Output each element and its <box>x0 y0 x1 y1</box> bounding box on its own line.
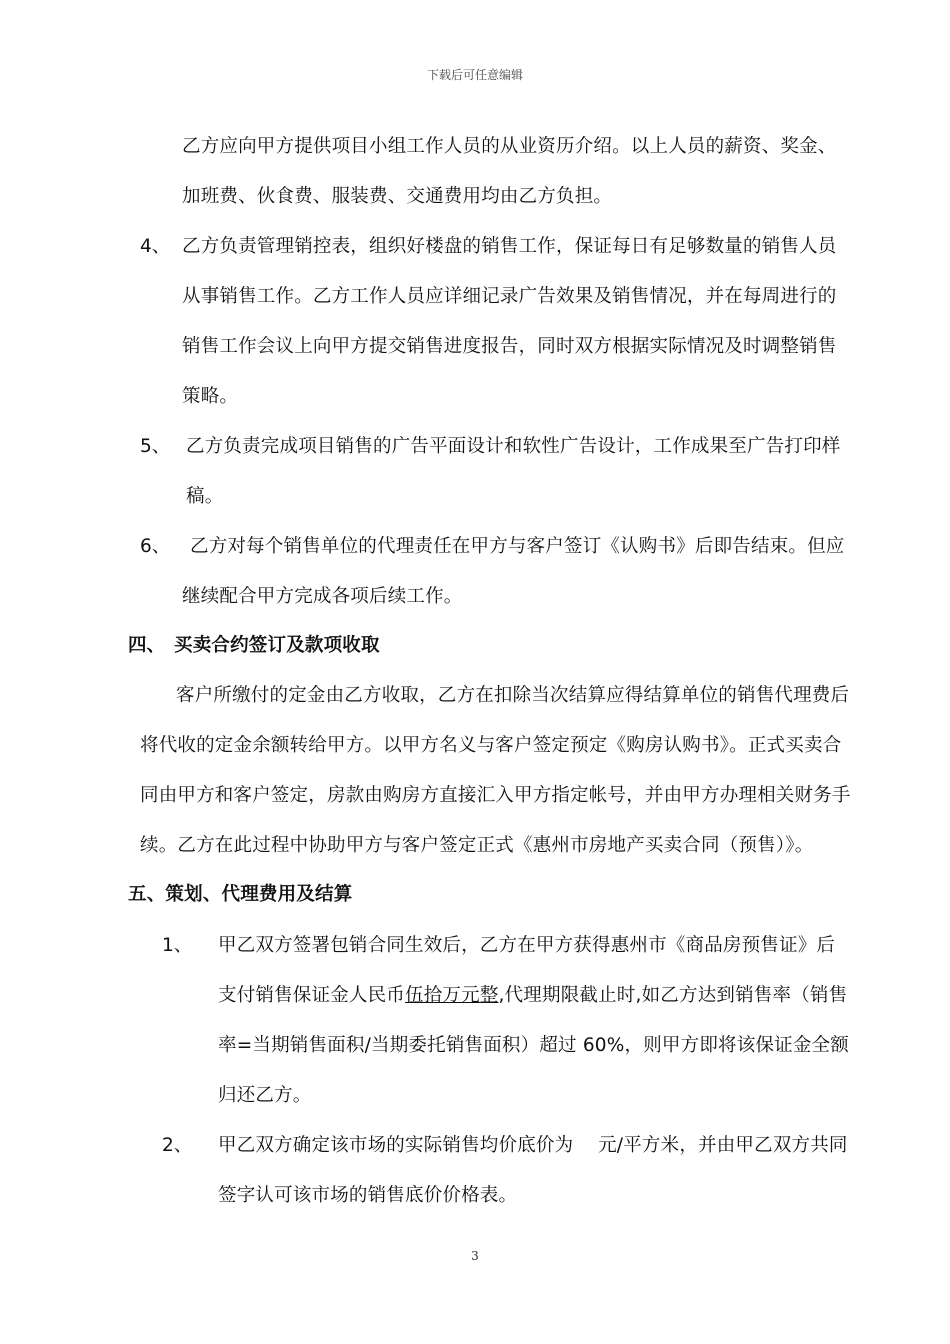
list-item-line: 乙方对每个销售单位的代理责任在甲方与客户签订《认购书》后即告结束。但应 <box>190 536 845 557</box>
underlined-amount: 伍拾万元整 <box>405 985 499 1006</box>
list-item-line: 从事销售工作。乙方工作人员应详细记录广告效果及销售情况，并在每周进行的 <box>182 286 837 307</box>
section-number: 四、 <box>128 635 166 656</box>
section-title: 五、策划、代理费用及结算 <box>128 884 353 905</box>
list-item-line <box>218 984 847 1008</box>
list-item-line: 乙方负责管理销控表，组织好楼盘的销售工作，保证每日有足够数量的销售人员 <box>182 236 837 257</box>
page-header: 下载后可任意编辑 <box>426 68 523 82</box>
paragraph-line: 续。乙方在此过程中协助甲方与客户签定正式《惠州市房地产买卖合同（预售）》。 <box>140 835 814 856</box>
paragraph-line: 乙方应向甲方提供项目小组工作人员的从业资历介绍。以上人员的薪资、奖金、 <box>182 136 837 157</box>
text-segment: 支付销售保证金人民币 <box>218 985 406 1006</box>
list-item-line: 归还乙方。 <box>218 1085 312 1106</box>
list-item-line: 签字认可该市场的销售底价价格表。 <box>218 1185 518 1206</box>
page-number: 3 <box>471 1249 479 1263</box>
list-item-line: 乙方负责完成项目销售的广告平面设计和软性广告设计，工作成果至广告打印样 <box>186 436 841 457</box>
list-item-line: 销售工作会议上向甲方提交销售进度报告，同时双方根据实际情况及时调整销售 <box>182 336 837 357</box>
list-number: 4、 <box>140 236 171 257</box>
paragraph-line: 客户所缴付的定金由乙方收取，乙方在扣除当次结算应得结算单位的销售代理费后 <box>176 685 850 706</box>
list-number: 6、 <box>140 536 171 557</box>
paragraph-line: 同由甲方和客户签定，房款由购房方直接汇入甲方指定帐号，并由甲方办理相关财务手 <box>140 785 851 806</box>
section-title: 买卖合约签订及款项收取 <box>174 635 380 656</box>
list-item-line: 稿。 <box>186 486 224 507</box>
paragraph-line: 加班费、伙食费、服装费、交通费用均由乙方负担。 <box>182 186 613 207</box>
list-item-line: 继续配合甲方完成各项后续工作。 <box>182 586 463 607</box>
list-number: 1、 <box>162 935 193 956</box>
list-item-line: 率=当期销售面积/当期委托销售面积）超过 60%，则甲方即将该保证金全额 <box>218 1035 849 1056</box>
list-number: 2、 <box>162 1135 193 1156</box>
list-item-line: 策略。 <box>182 386 239 407</box>
list-item-line: 甲乙双方确定该市场的实际销售均价底价为 元/平方米，并由甲乙双方共同 <box>218 1135 848 1156</box>
list-item-line: 甲乙双方签署包销合同生效后，乙方在甲方获得惠州市《商品房预售证》后 <box>218 935 836 956</box>
text-segment: ,代理期限截止时,如乙方达到销售率（销售 <box>498 985 848 1006</box>
paragraph-line: 将代收的定金余额转给甲方。以甲方名义与客户签定预定《购房认购书》。正式买卖合 <box>140 735 842 756</box>
list-number: 5、 <box>140 436 171 457</box>
